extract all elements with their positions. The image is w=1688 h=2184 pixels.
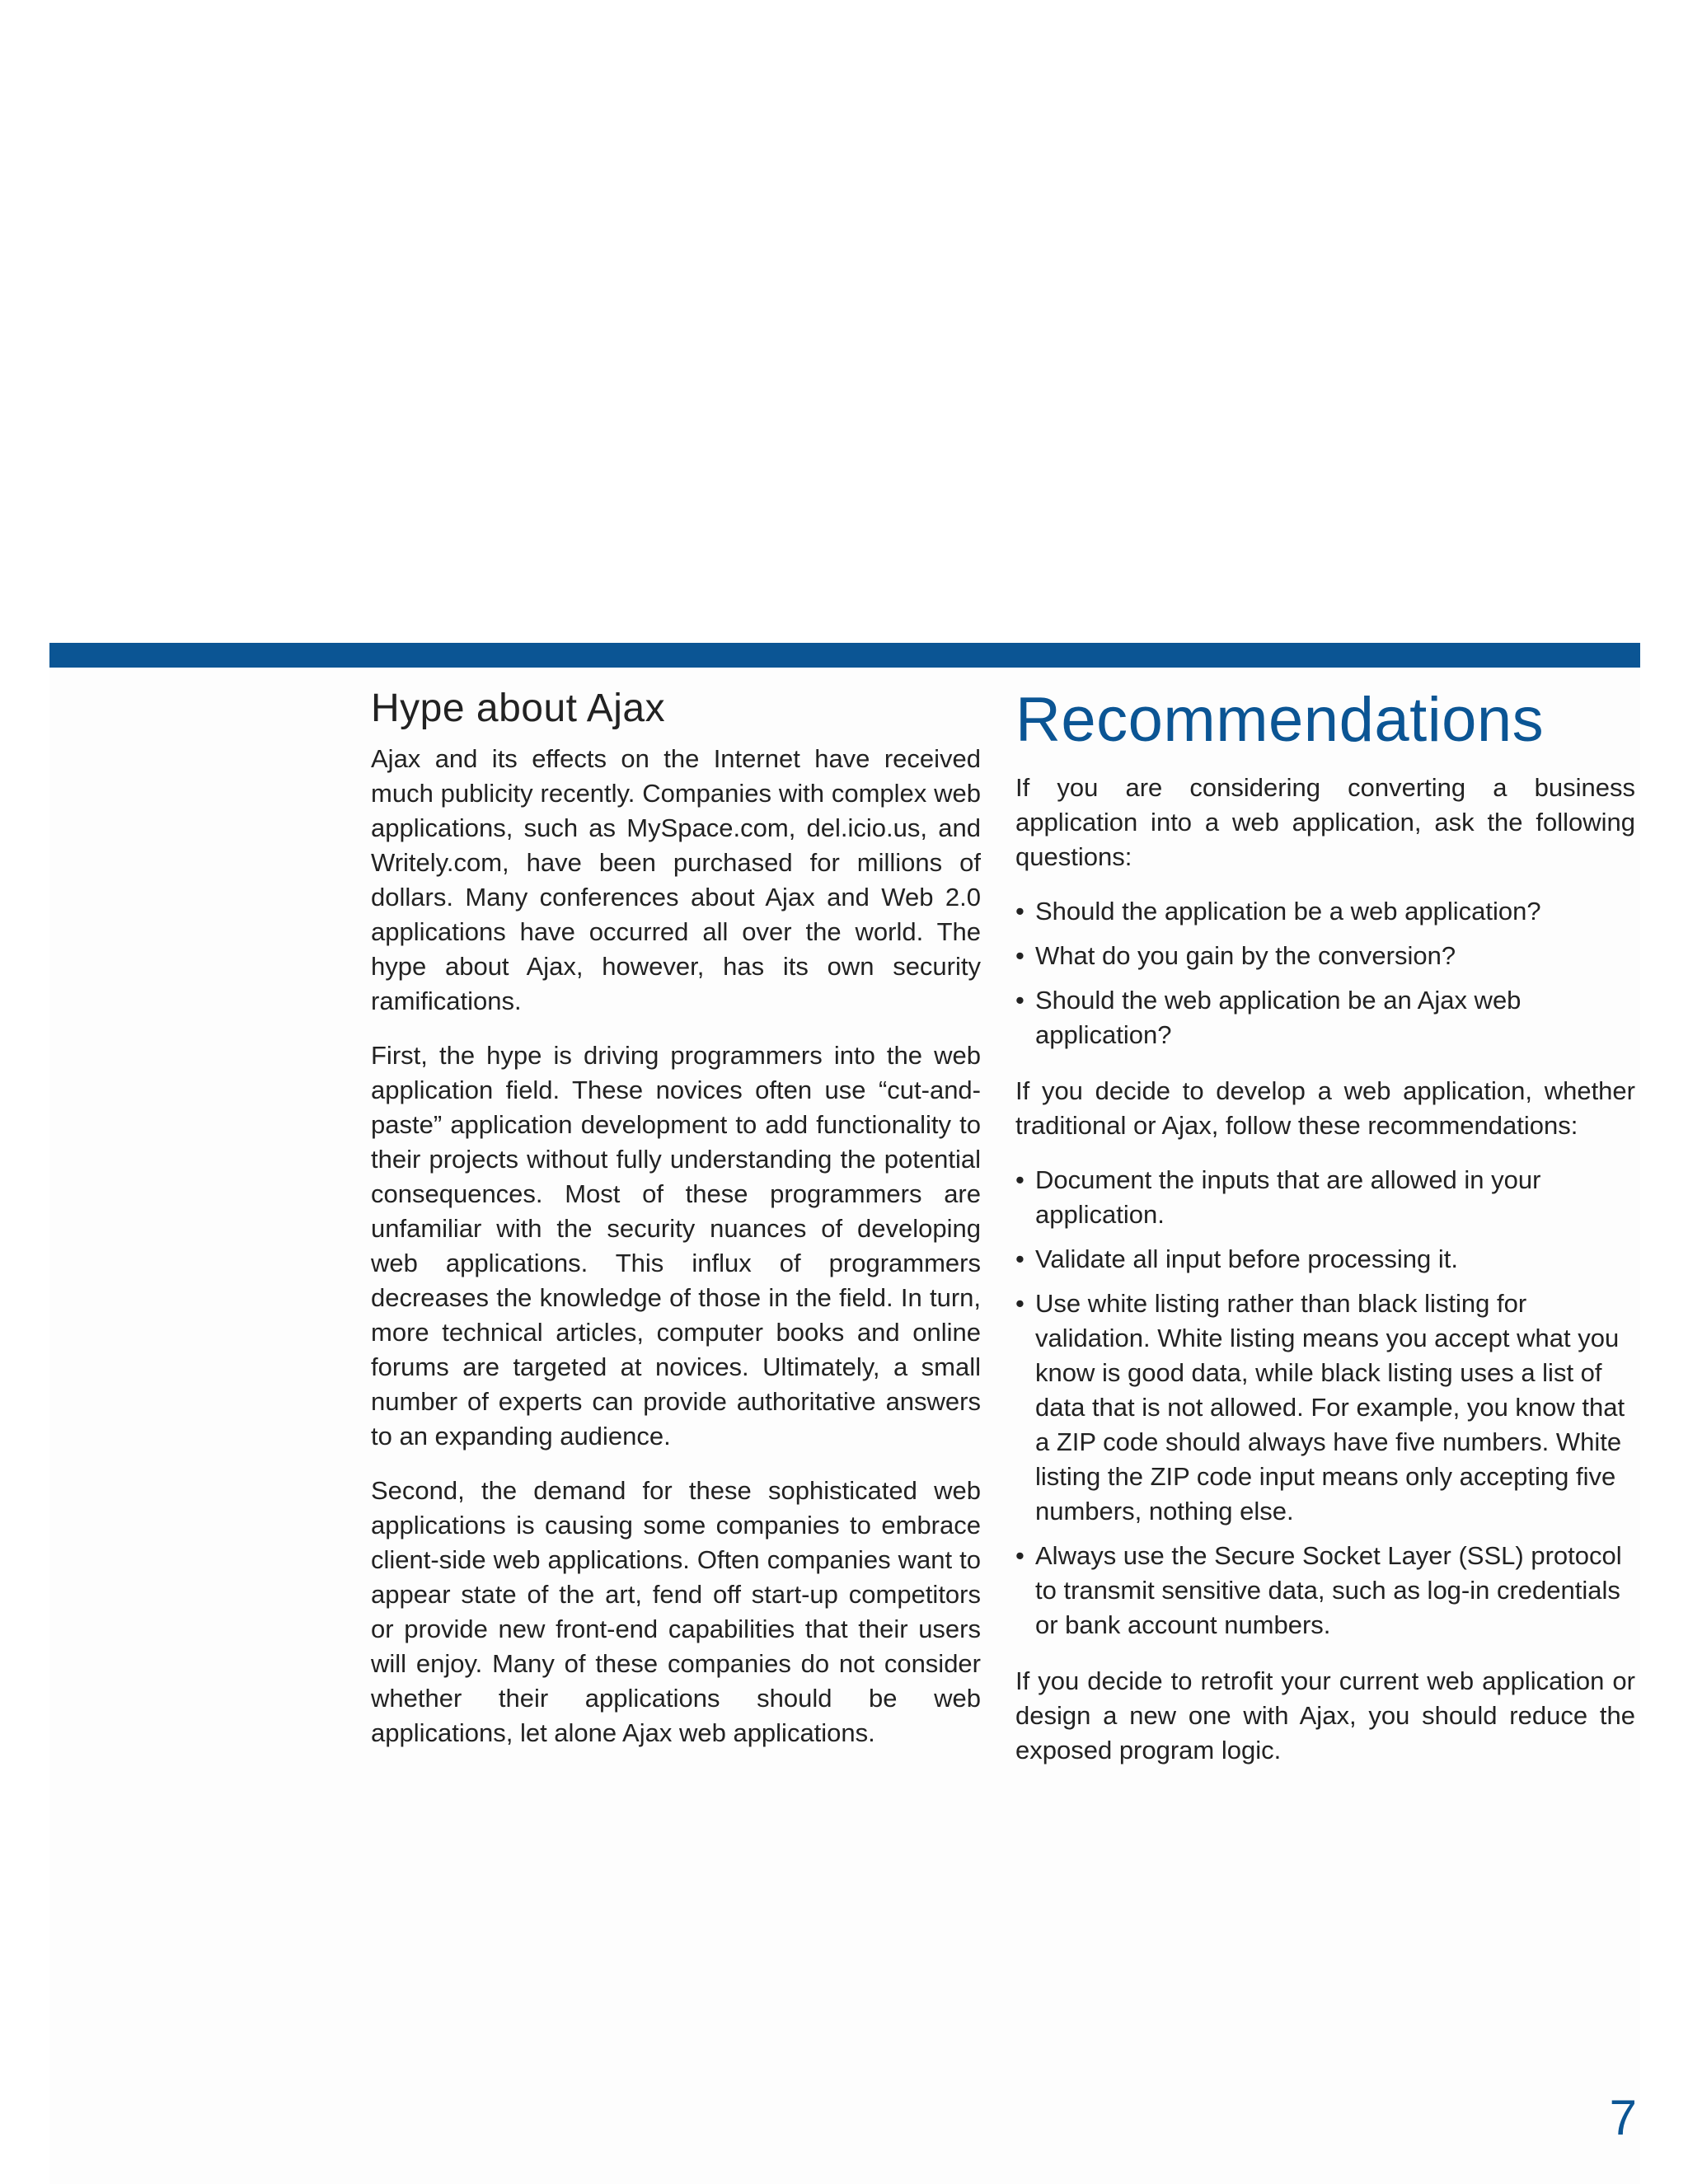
bullet-icon: • xyxy=(1015,941,1025,971)
recommendations-intro-2: If you decide to develop a web application, whether traditional or Ajax, follow these recommendations: xyxy=(1015,1076,1635,1141)
recommendations-intro: If you are considering converting a business application into a web application, ask the following questions: xyxy=(1015,773,1635,872)
recommendations-heading: Recommendations xyxy=(1015,685,1545,755)
recommendation-text: Validate all input before processing it. xyxy=(1035,1244,1458,1274)
recommendation-text: Use white listing rather than black listing for validation. White listing means you accept what you know is good data, while black listing uses a list of data that is not allowed. For example, you know that a ZIP code should always have five numbers. White listing the ZIP code input means only accepting five numbers, nothing else. xyxy=(1035,1289,1625,1526)
bullet-icon: • xyxy=(1015,1165,1025,1195)
hype-paragraph-2: First, the hype is driving programmers into the web application field. These novices often use “cut-and-paste” application development to add functionality to their projects without fully understanding the potential consequences. Most of these programmers are unfamiliar with the security nuances of developing web applications. This influx of programmers decreases the knowledge of those in the field. In turn, more technical articles, computer books and online forums are targeted at novices. Ultimately, a small number of experts can provide authoritative answers to an expanding audience. xyxy=(371,1041,981,1451)
recommendation-item xyxy=(1015,1242,1635,1277)
page-number: 7 xyxy=(1609,2090,1637,2145)
question-item xyxy=(1015,894,1635,929)
hype-about-ajax-heading: Hype about Ajax xyxy=(371,687,666,730)
recommendation-item xyxy=(1015,1539,1635,1643)
questions-list xyxy=(1015,894,1635,1052)
question-text: What do you gain by the conversion? xyxy=(1035,941,1456,971)
bullet-icon: • xyxy=(1015,1289,1025,1319)
question-item xyxy=(1015,939,1635,973)
hype-paragraph-3: Second, the demand for these sophisticated web applications is causing some companies to embrace client-side web applications. Often companies want to appear state of the art, fend off start-up competitors or provide new front-end capabilities that their users will enjoy. Many of these companies do not consider whether their applications should be web applications, let alone Ajax web applications. xyxy=(371,1476,981,1747)
recommendations-list xyxy=(1015,1163,1635,1643)
recommendation-item xyxy=(1015,1163,1635,1232)
recommendations-closing: If you decide to retrofit your current web application or design a new one with Ajax, you should reduce the exposed program logic. xyxy=(1015,1666,1635,1765)
left-column xyxy=(371,684,981,1770)
recommendation-item xyxy=(1015,1286,1635,1529)
question-text: Should the application be a web application? xyxy=(1035,897,1541,926)
recommendation-text: Always use the Secure Socket Layer (SSL) protocol to transmit sensitive data, such as log-in credentials or bank account numbers. xyxy=(1035,1541,1622,1640)
recommendation-text: Document the inputs that are allowed in your application. xyxy=(1035,1165,1541,1230)
bullet-icon: • xyxy=(1015,986,1025,1015)
header-color-band xyxy=(49,643,1640,668)
bullet-icon: • xyxy=(1015,1541,1025,1571)
right-column xyxy=(1015,684,1635,1788)
question-item xyxy=(1015,983,1635,1052)
hype-paragraph-1: Ajax and its effects on the Internet have received much publicity recently. Companies with complex web applications, such as MySpace.com, del.icio.us, and Writely.com, have been purchased for millions of dollars. Many conferences about Ajax and Web 2.0 applications have occurred all over the world. The hype about Ajax, however, has its own security ramifications. xyxy=(371,744,981,1015)
bullet-icon: • xyxy=(1015,897,1025,926)
question-text: Should the web application be an Ajax web application? xyxy=(1035,986,1522,1050)
bullet-icon: • xyxy=(1015,1244,1025,1274)
